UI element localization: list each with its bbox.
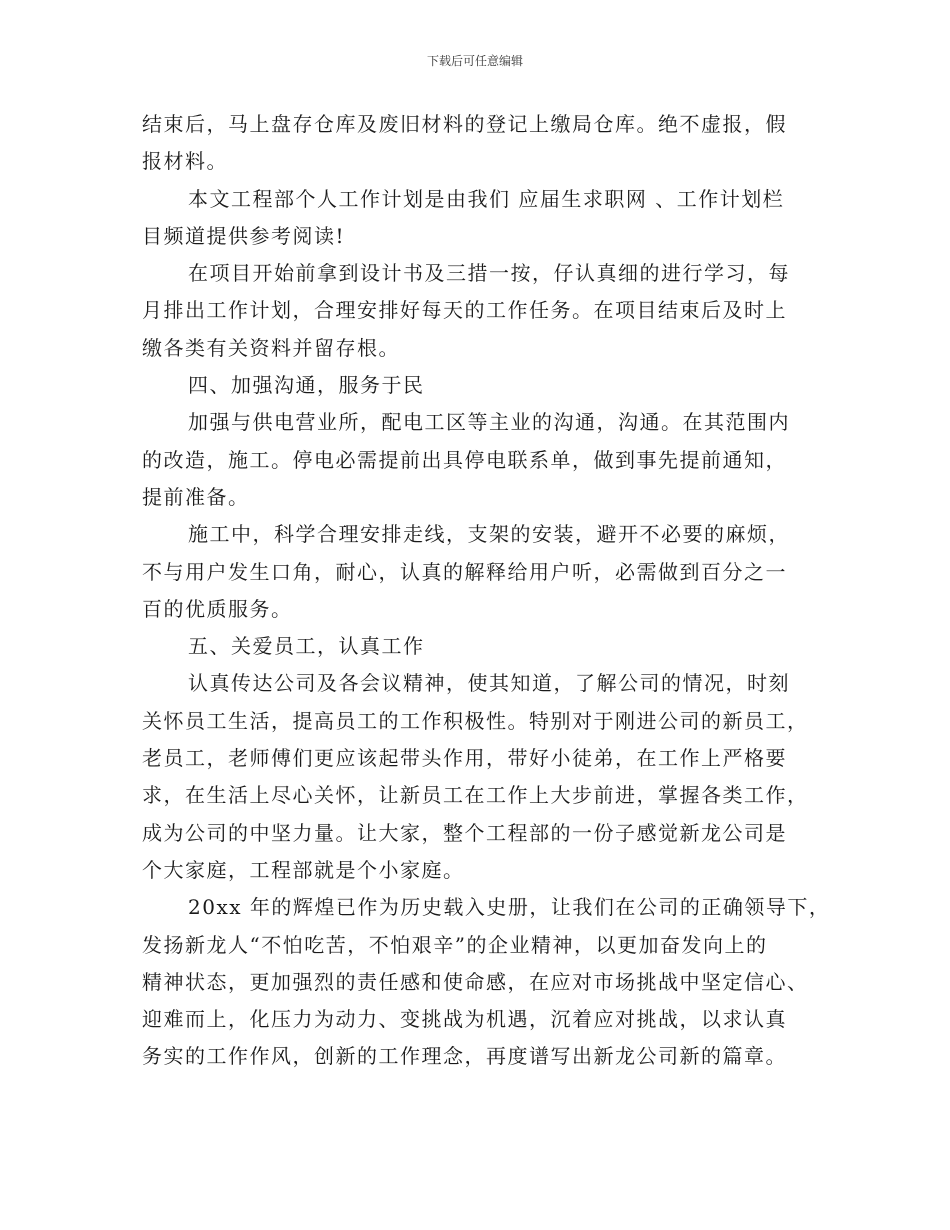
text-line: 月排出工作计划，合理安排好每天的工作任务。在项目结束后及时上: [142, 298, 787, 323]
text-line: 的改造，施工。停电必需提前出具停电联系单，做到事先提前通知，: [142, 447, 787, 472]
text-line: 施工中，科学合理安排走线，支架的安装，避开不必要的麻烦，: [188, 522, 790, 547]
text-line: 报材料。: [142, 149, 228, 174]
text-line: 缴各类有关资料并留存根。: [142, 335, 400, 360]
paragraph: [142, 628, 814, 665]
text-line: 目频道提供参考阅读!: [142, 223, 346, 248]
text-line: 个大家庭，工程部就是个小家庭。: [142, 857, 465, 882]
paragraph: [142, 181, 814, 256]
text-line: 求，在生活上尽心关怀，让新员工在工作上大步前进，掌握各类工作，: [142, 783, 809, 808]
paragraph: [142, 255, 814, 367]
text-line: 提前准备。: [142, 484, 250, 509]
text-line: 结束后，马上盘存仓库及废旧材料的登记上缴局仓库。绝不虚报，假: [142, 112, 787, 136]
text-line: 加强与供电营业所，配电工区等主业的沟通，沟通。在其范围内: [188, 410, 790, 435]
paragraph: [142, 404, 814, 516]
paragraph: [142, 889, 831, 1075]
text-line: 老员工，老师傅们更应该起带头作用，带好小徒弟，在工作上严格要: [142, 746, 787, 771]
paragraph: [142, 367, 814, 404]
page-header: 下载后可任意编辑: [426, 54, 523, 68]
text-line: 关怀员工生活，提高员工的工作积极性。特别对于刚进公司的新员工，: [142, 708, 809, 733]
text-line: 务实的工作作风，创新的工作理念，再度谱写出新龙公司新的篇章。: [142, 1044, 787, 1069]
text-line: 在项目开始前拿到设计书及三措一按，仔认真细的进行学习，每: [188, 261, 790, 286]
text-line: 四、加强沟通，服务于民: [188, 373, 425, 398]
text-line: 五、关爱员工，认真工作: [188, 634, 425, 659]
text-line: 百的优质服务。: [142, 596, 293, 621]
paragraph: [142, 106, 814, 181]
paragraph: [142, 665, 814, 889]
text-line: 认真传达公司及各会议精神，使其知道，了解公司的情况，时刻: [188, 671, 790, 696]
paragraph: [142, 516, 814, 628]
text-line: 发扬新龙人“不怕吃苦，不怕艰辛”的企业精神，以更加奋发向上的: [142, 932, 768, 957]
text-line: 精神状态，更加强烈的责任感和使命感，在应对市场挑战中坚定信心、: [142, 969, 809, 994]
text-line: 成为公司的中坚力量。让大家，整个工程部的一份子感觉新龙公司是: [142, 820, 787, 845]
text-line: 不与用户发生口角，耐心，认真的解释给用户听，必需做到百分之一: [142, 559, 787, 584]
document-body: [142, 106, 831, 1076]
text-line: 20xx 年的辉煌已作为历史载入史册，让我们在公司的正确领导下，: [188, 895, 831, 920]
text-line: 本文工程部个人工作计划是由我们 应届生求职网 、工作计划栏: [188, 186, 785, 211]
text-line: 迎难而上，化压力为动力、变挑战为机遇，沉着应对挑战，以求认真: [142, 1007, 787, 1032]
